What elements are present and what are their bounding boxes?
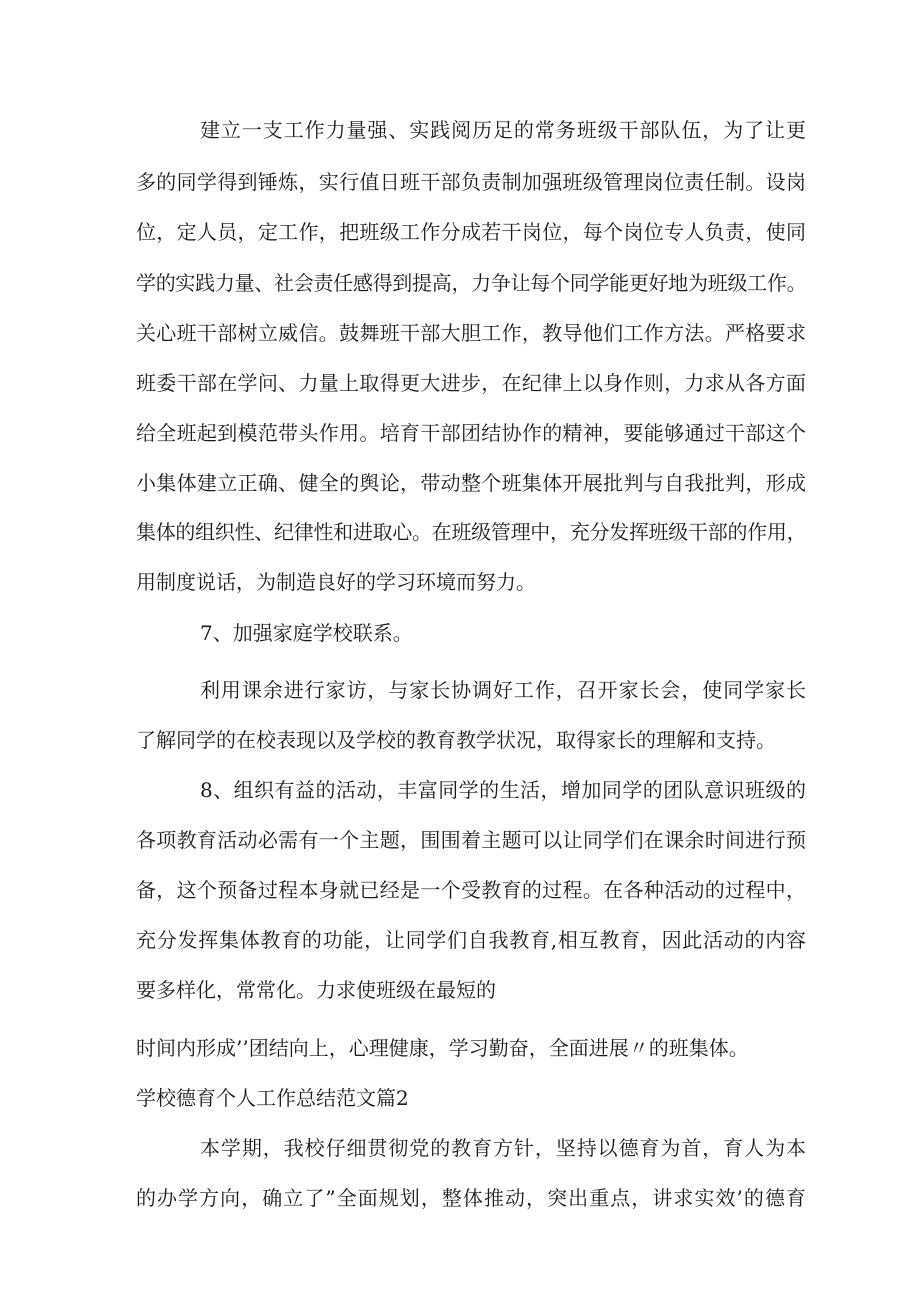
- paragraph-line: 建立一支工作力量强、实践阅历足的常务班级干部队伍，为了让更: [200, 118, 806, 142]
- paragraph-line: 学的实践力量、社会责任感得到提高，力争让每个同学能更好地为班级工作。: [136, 271, 806, 295]
- paragraph-line: 了解同学的在校表现以及学校的教育教学状况，取得家长的理解和支持。: [136, 728, 776, 752]
- article-title: 学校德育个人工作总结范文篇2: [136, 1086, 409, 1110]
- paragraph-line: 利用课余进行家访，与家长协调好工作，召开家长会，使同学家长: [200, 678, 806, 702]
- paragraph-line: 各项教育活动必需有一个主题，围围着主题可以让同学们在课余时间进行预: [136, 828, 806, 852]
- paragraph-line: 集体的组织性、纪律性和进取心。在班级管理中，充分发挥班级干部的作用，: [136, 520, 806, 544]
- paragraph-line: 多的同学得到锤炼，实行值日班干部负责制加强班级管理岗位责任制。设岗: [136, 170, 806, 194]
- paragraph-line: 时间内形成’’团结向上，心理健康，学习勤奋，全面进展〃的班集体。: [136, 1036, 749, 1060]
- paragraph-line: 关心班干部树立威信。鼓舞班干部大胆工作，教导他们工作方法。严格要求: [136, 321, 806, 345]
- paragraph-line: 班委干部在学问、力量上取得更大进步，在纪律上以身作则，力求从各方面: [136, 371, 806, 395]
- paragraph-line: 给全班起到模范带头作用。培育干部团结协作的精神，要能够通过干部这个: [136, 421, 806, 445]
- paragraph-line: 要多样化，常常化。力求使班级在最短的: [136, 978, 496, 1002]
- paragraph-line: 的办学方向，确立了”全面规划，整体推动，突出重点，讲求实效’的德育: [136, 1186, 806, 1210]
- paragraph-line: 充分发挥集体教育的功能，让同学们自我教育,相互教育，因此活动的内容: [136, 928, 806, 952]
- paragraph-line: 位，定人员，定工作，把班级工作分成若干岗位，每个岗位专人负责，使同: [136, 220, 806, 244]
- paragraph-line: 小集体建立正确、健全的舆论，带动整个班集体开展批判与自我批判，形成: [136, 471, 806, 495]
- section-heading: 7、加强家庭学校联系。: [200, 621, 413, 645]
- paragraph-line: 8、组织有益的活动，丰富同学的生活，增加同学的团队意识班级的: [200, 778, 806, 802]
- paragraph-line: 本学期，我校仔细贯彻党的教育方针，坚持以德育为首，育人为本: [200, 1136, 806, 1160]
- paragraph-line: 用制度说话，为制造良好的学习环境而努力。: [136, 570, 536, 594]
- paragraph-line: 备，这个预备过程本身就已经是一个受教育的过程。在各种活动的过程中，: [136, 878, 806, 902]
